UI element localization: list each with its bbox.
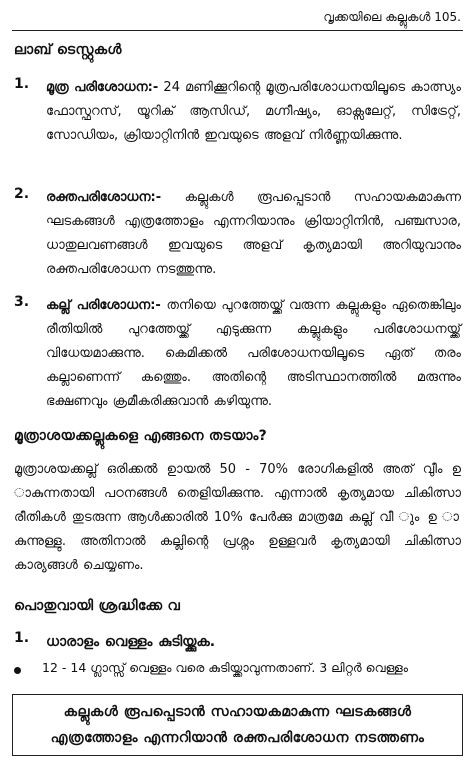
item-term: രക്തപരിശോധന:- [46, 190, 162, 205]
item-text: കല്ലുകൾ രൂപപ്പെടാൻ സഹായകമാകുന്ന ഘടകങ്ങൾ എത്രത്തോളം എന്നറിയാനും ക്രിയാറ്റിനിൻ, പഞ്ചസാര, ധാതുലവണങ്ങൾ ഇവയുടെ അളവ് കൃത്യമായി അറിയുവാനും രക്തപരിശോധന നടത്തുന്നു. [46, 190, 461, 277]
bullet-icon [14, 667, 21, 674]
item-number: 1. [14, 630, 30, 646]
callout-text: കല്ലുകൾ രൂപപ്പെടാൻ സഹായകമാകുന്ന ഘടകങ്ങൾ എത്രത്തോളം എന്നറിയാൻ രക്തപരിശോധന നടത്തണം [50, 704, 425, 746]
page-header [12, 8, 463, 31]
item-number: 2. [14, 186, 30, 202]
prevention-paragraph: മൂത്രാശയക്കല്ല് ഒരിക്കൽ ഉായൽ 50 - 70% രോഗികളിൽ അത് വീും ഉ ാകുന്നതായി പഠനങ്ങൾ തെളിയിക്കുന്നു. എന്നാൽ കൃത്യമായ ചികിത്സാ രീതികൾ തുടരുന്ന ആൾക്കാരിൽ 10% പേർക്കു മാത്രമേ കല്ല് വീ ും ഉ ാ കുന്നുള്ളു. അതിനാൽ കല്ലിന്റെ പ്രശ്നം ഉള്ളവർ കൃത്യമായി ചികിത്സാ കാര്യങ്ങൾ ചെയ്യണം. [14, 462, 461, 573]
running-header: വൃക്കയിലെ കല്ലുകൾ 105. [323, 10, 461, 24]
item-term: മൂത്ര പരിശോധന:- [46, 80, 159, 95]
item-text: 24 മണിക്കൂറിന്റെ മൂത്രപരിശോധനയിലൂടെ കാത്സ്യം ഫോസ്ഫറസ്, യൂറിക് ആസിഡ്, മഗ്നീഷ്യം, ഓക്സലേറ്റ്, സിട്രേറ്റ്, സോഡിയം, ക്രിയാറ്റിനിൻ ഇവയുടെ അളവ് നിർണ്ണയിക്കുന്നു. [46, 80, 461, 143]
item-body [46, 186, 461, 282]
callout-box [12, 694, 463, 756]
item-title: ധാരാളം വെള്ളം കുടിയ്ക്കുക. [46, 634, 216, 650]
section-heading-prevention: മൂത്രാശയക്കല്ലുകളെ എങ്ങനെ തടയാം? [14, 428, 268, 444]
item-number: 1. [14, 76, 30, 92]
item-body [46, 294, 461, 414]
item-term: കല്ല് പരിശോധന:- [46, 298, 161, 313]
item-number: 3. [14, 294, 30, 310]
section-heading-general: പൊതുവായി ശ്രദ്ധിക്കേ വ [14, 598, 181, 614]
bullet-text: 12 - 14 ഗ്ലാസ്സ് വെള്ളം വരെ കുടിയ്ക്കാവുന്നതാണ്. 3 ലിറ്റർ വെള്ളം [42, 660, 409, 675]
section-heading-lab-tests: ലാബ് ടെസ്റ്റുകൾ [14, 42, 122, 58]
item-text: തനിയെ പുറത്തേയ്ക്ക് വരുന്ന കല്ലുകളും ഏതെങ്കിലും രീതിയിൽ പുറത്തേയ്ക്ക് എടുക്കുന്ന കല്ലുകളും പരിശോധനയ്ക്ക് വിധേയമാക്കുന്നു. കെമിക്കൽ പരിശോധനയിലൂടെ ഏത് തരം കല്ലാണെന്ന് കത്തെും. അതിന്റെ അടിസ്ഥാനത്തിൽ മരുന്നും ഭക്ഷണവും ക്രമീകരിക്കുവാൻ കഴിയുന്നു. [46, 298, 461, 409]
item-body [46, 76, 461, 148]
